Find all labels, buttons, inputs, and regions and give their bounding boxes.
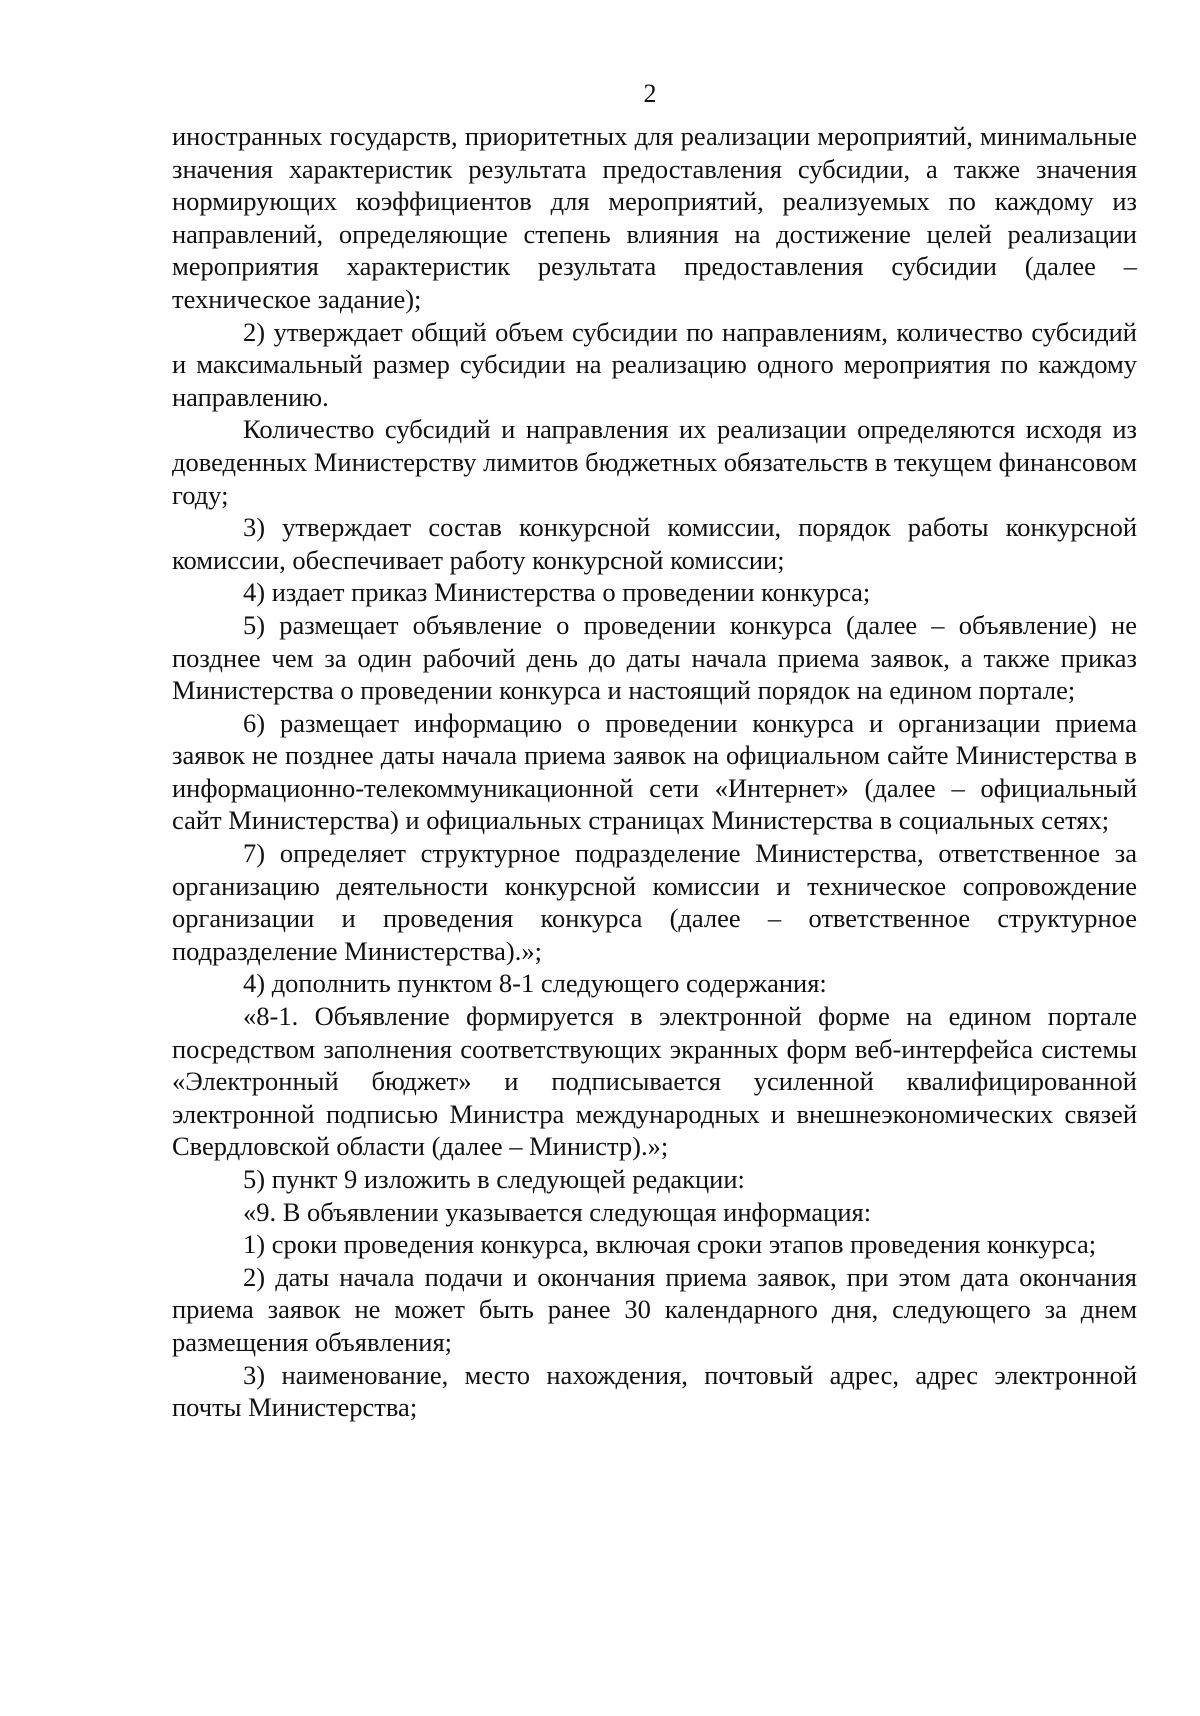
paragraph: 7) определяет структурное подразделение Министерства, ответственное за организацию деятельности конкурсной комиссии и техническое сопровождение организации и проведения конкурса (далее – ответственное структурное подразделение Министерства).»;	[172, 838, 1137, 966]
page-number: 2	[643, 79, 657, 108]
paragraph: иностранных государств, приоритетных для реализации мероприятий, минимальные значения характеристик результата предоставления субсидии, а также значения нормирующих коэффициентов для мероприятий, реализуемых по каждому из направлений, определяющие степень влияния на достижение целей реализации мероприятия характеристик результата предоставления субсидии (далее – техническое задание);	[172, 121, 1137, 314]
document-body	[172, 120, 1137, 1424]
paragraph: «9. В объявлении указывается следующая информация:	[243, 1196, 872, 1227]
paragraph: 3) наименование, место нахождения, почтовый адрес, адрес электронной почты Министерства;	[172, 1359, 1137, 1423]
paragraph: 6) размещает информацию о проведении конкурса и организации приема заявок не позднее даты начала приема заявок на официальном сайте Министерства в информационно-телекоммуникационной сети «Интернет» (далее – официальный сайт Министерства) и официальных страницах Министерства в социальных сетях;	[172, 707, 1137, 836]
paragraph: 4) дополнить пунктом 8-1 следующего содержания:	[243, 968, 827, 999]
paragraph: Количество субсидий и направления их реализации определяются исходя из доведенных Министерству лимитов бюджетных обязательств в текущем финансовом году;	[172, 414, 1137, 510]
paragraph: 5) пункт 9 изложить в следующей редакции:	[243, 1164, 745, 1194]
paragraph: 2) даты начала подачи и окончания приема заявок, при этом дата окончания приема заявок не может быть ранее 30 календарного дня, следующего за днем размещения объявления;	[172, 1261, 1137, 1357]
paragraph: 1) сроки проведения конкурса, включая сроки этапов проведения конкурса;	[243, 1229, 1097, 1260]
paragraph: 5) размещает объявление о проведении конкурса (далее – объявление) не позднее чем за один рабочий день до даты начала приема заявок, а также приказ Министерства о проведении конкурса и настоящий порядок на едином портале;	[172, 609, 1137, 706]
paragraph: 3) утверждает состав конкурсной комиссии, порядок работы конкурсной комиссии, обеспечивает работу конкурсной комиссии;	[172, 512, 1137, 575]
paragraph: «8-1. Объявление формируется в электронной форме на едином портале посредством заполнения соответствующих экранных форм веб-интерфейса системы «Электронный бюджет» и подписывается усиленной квалифицированной электронной подписью Министра международных и внешнеэкономических связей Свердловской области (далее – Министр).»;	[172, 1001, 1137, 1162]
paragraph: 4) издает приказ Министерства о проведении конкурса;	[243, 577, 871, 608]
paragraph: 2) утверждает общий объем субсидии по направлениям, количество субсидий и максимальный размер субсидии на реализацию одного мероприятия по каждому направлению.	[172, 316, 1137, 412]
